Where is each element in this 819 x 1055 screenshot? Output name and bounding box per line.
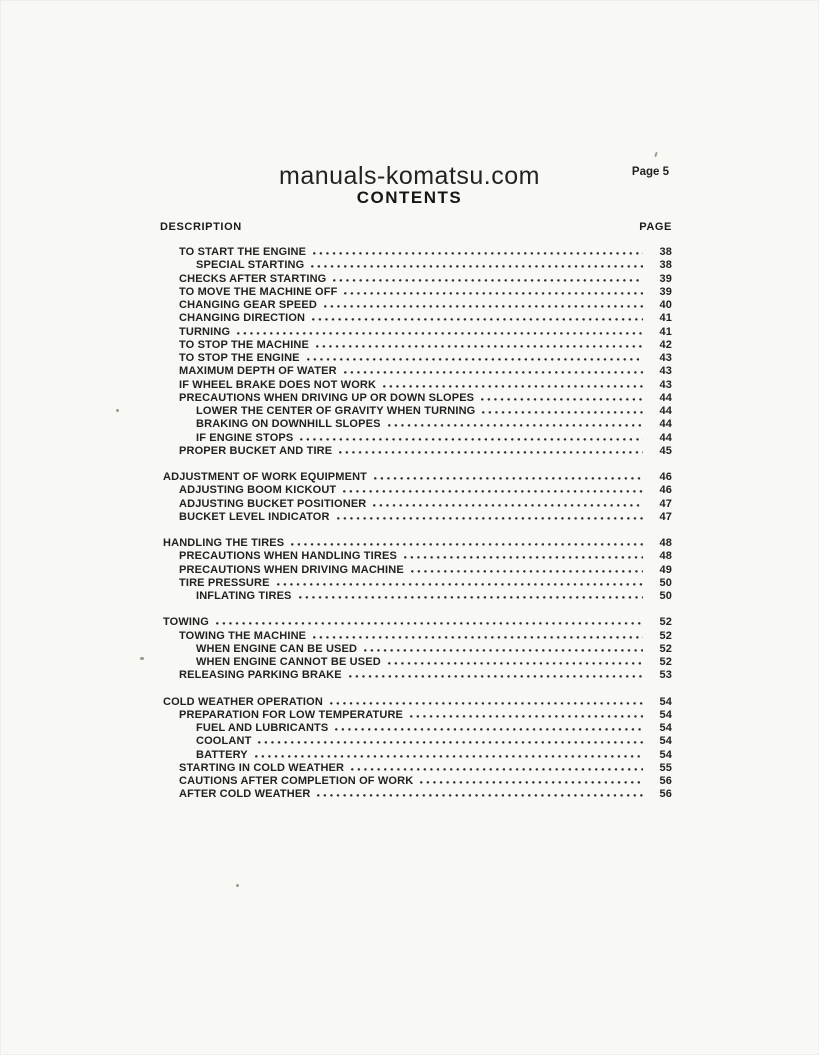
dot-leader [343,490,643,493]
toc-entry [160,630,672,643]
toc-entry-label: PROPER BUCKET AND TIRE [179,444,333,457]
toc-entry-label: STARTING IN COLD WEATHER [179,761,345,774]
toc-entry-label: BATTERY [196,748,248,761]
toc-entry [160,643,672,656]
dot-leader [237,332,643,335]
toc-entry-page: 41 [659,312,672,325]
toc-entry [160,762,672,775]
toc-entry [160,696,672,709]
scan-artifact [140,657,144,660]
toc-entry-page: 38 [659,259,672,272]
dot-leader [216,622,643,625]
toc-entry-page: 47 [659,510,672,523]
dot-leader [313,636,643,639]
dot-leader [299,596,643,599]
toc-entry-label: ADJUSTING BUCKET POSITIONER [179,497,367,510]
dot-leader [311,265,643,268]
toc-entry-label: CHANGING GEAR SPEED [179,299,317,311]
toc-group [160,616,672,682]
toc-column-headers [160,221,672,233]
toc-entry-page: 47 [659,497,672,510]
toc-entry [160,749,672,762]
dot-leader [324,305,643,308]
dot-leader [337,517,643,520]
toc-entry [160,788,672,801]
toc-entry [160,722,672,735]
toc-entry-label: PRECAUTIONS WHEN HANDLING TIRES [179,550,397,563]
toc-entry-page: 56 [659,788,672,801]
toc-entry-page: 39 [659,272,672,285]
dot-leader [410,715,643,718]
dot-leader [335,728,643,731]
toc-entry-page: 52 [659,642,672,655]
table-of-contents [160,221,672,802]
toc-list [160,246,672,802]
toc-entry-label: IF ENGINE STOPS [196,431,294,444]
toc-entry [160,246,672,259]
toc-entry-page: 38 [659,246,672,258]
toc-entry [160,445,672,458]
toc-entry-label: HANDLING THE TIRES [163,537,285,549]
toc-entry-label: SPECIAL STARTING [196,259,305,272]
dot-leader [291,543,643,546]
toc-entry [160,273,672,286]
dot-leader [404,556,643,559]
toc-entry-label: PREPARATION FOR LOW TEMPERATURE [179,708,404,721]
toc-entry-page: 43 [659,365,672,378]
toc-entry [160,616,672,629]
toc-entry [160,471,672,484]
toc-entry [160,669,672,682]
toc-entry-label: IF WHEEL BRAKE DOES NOT WORK [179,378,377,391]
toc-entry-page: 44 [659,431,672,444]
toc-entry-label: BUCKET LEVEL INDICATOR [179,510,330,523]
toc-entry [160,550,672,563]
toc-entry-page: 41 [659,325,672,338]
toc-entry-label: COOLANT [196,735,252,748]
dot-leader [313,252,643,255]
toc-entry-page: 40 [659,299,672,311]
toc-entry-page: 52 [659,629,672,642]
toc-entry-page: 50 [659,576,672,589]
page-title: CONTENTS [356,188,463,207]
toc-entry [160,405,672,418]
toc-entry-label: FUEL AND LUBRICANTS [196,722,329,734]
page-number-label: Page 5 [631,166,669,178]
toc-entry-page: 48 [659,537,672,549]
description-column-header: DESCRIPTION [160,221,242,233]
toc-entry-page: 49 [659,563,672,576]
toc-entry-page: 43 [659,352,672,364]
toc-entry-page: 54 [659,735,672,748]
toc-entry-page: 52 [659,656,672,668]
dot-leader [312,318,643,321]
toc-entry-label: MAXIMUM DEPTH OF WATER [179,365,337,378]
toc-entry-page: 50 [659,590,672,602]
dot-leader [349,675,643,678]
dot-leader [388,424,643,427]
toc-entry-label: PRECAUTIONS WHEN DRIVING MACHINE [179,563,404,576]
scan-artifact [116,409,119,412]
toc-entry-label: LOWER THE CENTER OF GRAVITY WHEN TURNING [196,405,476,417]
toc-entry [160,590,672,603]
toc-entry-label: ADJUSTING BOOM KICKOUT [179,484,337,497]
toc-entry-label: INFLATING TIRES [196,590,292,602]
toc-entry-page: 46 [659,471,672,483]
toc-entry-page: 45 [659,444,672,457]
dot-leader [255,755,643,758]
toc-entry [160,735,672,748]
toc-entry [160,432,672,445]
dot-leader [307,358,643,361]
dot-leader [388,662,643,665]
scan-artifact [654,152,658,157]
toc-entry-label: TIRE PRESSURE [179,576,270,589]
dot-leader [344,292,643,295]
dot-leader [277,583,643,586]
dot-leader [339,451,643,454]
toc-entry [160,379,672,392]
dot-leader [351,768,643,771]
dot-leader [482,411,643,414]
toc-entry [160,511,672,524]
watermark-text: manuals-komatsu.com [279,162,540,190]
toc-entry-page: 54 [659,748,672,761]
toc-group [160,537,672,603]
toc-entry-page: 52 [659,616,672,629]
dot-leader [344,371,643,374]
toc-entry-label: AFTER COLD WEATHER [179,788,311,801]
toc-entry-page: 53 [659,669,672,682]
toc-entry-label: CHANGING DIRECTION [179,312,306,325]
toc-entry [160,656,672,669]
toc-entry [160,392,672,405]
toc-entry-page: 42 [659,338,672,351]
toc-entry-label: TO STOP THE ENGINE [179,352,300,364]
toc-group [160,696,672,802]
toc-entry [160,286,672,299]
toc-entry-label: CHECKS AFTER STARTING [179,272,327,285]
dot-leader [300,438,643,441]
toc-entry-page: 44 [659,418,672,431]
dot-leader [481,398,643,401]
toc-entry-page: 46 [659,484,672,497]
toc-group [160,246,672,458]
toc-entry-label: RELEASING PARKING BRAKE [179,669,342,682]
toc-entry-page: 56 [659,775,672,787]
dot-leader [411,570,643,573]
toc-entry-page: 54 [659,722,672,734]
toc-entry-label: TOWING [163,616,209,629]
dot-leader [333,279,643,282]
dot-leader [420,781,643,784]
toc-entry [160,498,672,511]
toc-entry-label: TO START THE ENGINE [179,246,307,258]
toc-group [160,471,672,524]
toc-entry [160,259,672,272]
toc-entry-page: 55 [659,761,672,774]
scan-artifact [236,884,239,887]
dot-leader [330,702,643,705]
toc-entry-label: WHEN ENGINE CANNOT BE USED [196,656,381,668]
toc-entry [160,775,672,788]
toc-entry [160,537,672,550]
toc-entry-page: 39 [659,285,672,298]
toc-entry-label: CAUTIONS AFTER COMPLETION OF WORK [179,775,414,787]
toc-entry [160,365,672,378]
toc-entry-label: TURNING [179,325,231,338]
toc-entry-label: BRAKING ON DOWNHILL SLOPES [196,418,381,431]
toc-entry [160,326,672,339]
toc-entry [160,299,672,312]
toc-entry-label: TOWING THE MACHINE [179,629,307,642]
toc-entry-page: 54 [659,708,672,721]
toc-entry-page: 43 [659,378,672,391]
dot-leader [373,504,643,507]
dot-leader [383,385,643,388]
page-column-header: PAGE [639,221,672,233]
toc-entry-label: COLD WEATHER OPERATION [163,695,323,708]
toc-entry-label: WHEN ENGINE CAN BE USED [196,642,358,655]
toc-entry [160,484,672,497]
dot-leader [374,477,643,480]
toc-entry-page: 48 [659,550,672,563]
toc-entry [160,312,672,325]
toc-entry-label: TO MOVE THE MACHINE OFF [179,285,338,298]
toc-entry-page: 44 [659,391,672,404]
dot-leader [364,649,643,652]
toc-entry [160,352,672,365]
toc-entry-label: TO STOP THE MACHINE [179,338,309,351]
dot-leader [316,345,643,348]
toc-entry [160,709,672,722]
toc-entry-label: ADJUSTMENT OF WORK EQUIPMENT [163,471,368,483]
toc-entry [160,339,672,352]
toc-entry [160,418,672,431]
toc-entry-label: PRECAUTIONS WHEN DRIVING UP OR DOWN SLOPES [179,391,475,404]
toc-entry [160,564,672,577]
dot-leader [258,741,643,744]
toc-entry [160,577,672,590]
toc-entry-page: 44 [659,405,672,417]
toc-entry-page: 54 [659,695,672,708]
dot-leader [317,794,643,797]
